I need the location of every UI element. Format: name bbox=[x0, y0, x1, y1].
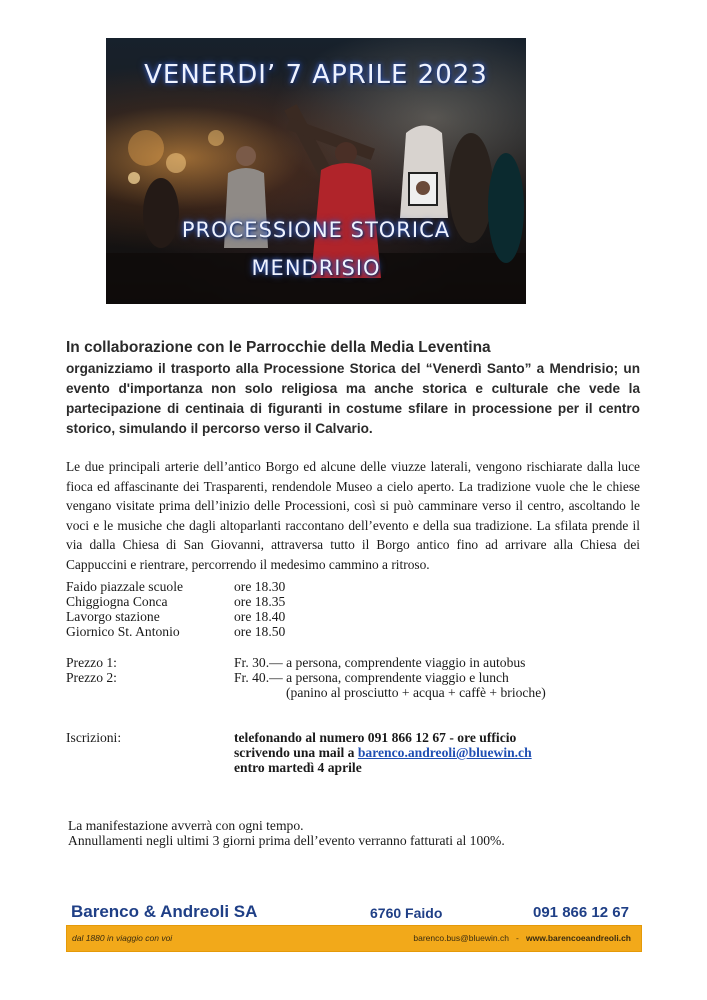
price-note: (panino al prosciutto + acqua + caffè + brioche) bbox=[286, 685, 546, 700]
registration-email-prefix: scrivendo una mail a bbox=[234, 745, 358, 760]
schedule-place: Lavorgo stazione bbox=[66, 609, 160, 624]
footer-phone: 091 866 12 67 bbox=[533, 904, 629, 921]
schedule-time: ore 18.50 bbox=[234, 624, 286, 639]
footer-bar bbox=[66, 925, 642, 952]
footer-separator: - bbox=[516, 933, 519, 943]
hero-subtitle-line2: MENDRISIO bbox=[251, 256, 381, 280]
schedule-time: ore 18.40 bbox=[234, 609, 286, 624]
cancellation-note: Annullamenti negli ultimi 3 giorni prima dell’evento verranno fatturati al 100%. bbox=[68, 833, 505, 848]
schedule-place: Giornico St. Antonio bbox=[66, 624, 180, 639]
price-value: Fr. 40.— a persona, comprendente viaggio e lunch bbox=[234, 670, 509, 685]
price-value: Fr. 30.— a persona, comprendente viaggio in autobus bbox=[234, 655, 526, 670]
registration-phone-line: telefonando al numero 091 866 12 67 - ore ufficio bbox=[234, 730, 517, 745]
registration-deadline: entro martedì 4 aprile bbox=[234, 760, 362, 775]
schedule-place: Faido piazzale scuole bbox=[66, 579, 184, 594]
registration-email-link[interactable]: barenco.andreoli@bluewin.ch bbox=[357, 745, 532, 760]
footer-contacts bbox=[413, 933, 631, 943]
hero-photo bbox=[106, 38, 526, 304]
intro-heading: In collaborazione con le Parrocchie della Media Leventina bbox=[66, 339, 491, 356]
footer-slogan: dal 1880 in viaggio con voi bbox=[72, 933, 173, 943]
weather-note: La manifestazione avverrà con ogni tempo. bbox=[68, 818, 304, 833]
schedule-place: Chiggiogna Conca bbox=[66, 594, 168, 609]
registration-label: Iscrizioni: bbox=[66, 730, 122, 745]
description-paragraph: Le due principali arterie dell’antico Borgo ed alcune delle viuzze laterali, vengono rischiarate dalla luce fioca ed affascinante dei Trasparenti, rendendole Museo a cielo aperto. La tradizione vuole che le chiese vengano visitate prima dell’inizio delle Processioni, così si può camminare verso il centro, ascoltando le voci e le musiche che dagli altoparlanti raccontano dell’evento e della sua tradizione. La sfilata prende il via dalla Chiesa di San Giovanni, attraversa tutto il Borgo antico fino ad arrivare alla Chiesa dei Cappuccini e rientrare, percorrendo il medesimo cammino a ritroso. bbox=[66, 459, 640, 572]
footer-city: 6760 Faido bbox=[370, 905, 443, 921]
hero-subtitle-line1: PROCESSIONE STORICA bbox=[181, 218, 451, 242]
intro-section bbox=[66, 339, 640, 439]
price-label: Prezzo 2: bbox=[66, 670, 117, 685]
registration-email-line bbox=[234, 745, 532, 761]
intro-text: organizziamo il trasporto alla Processione Storica del “Venerdì Santo” a Mendrisio; un evento d'importanza non solo religiosa ma anche storica e culturale che vede la partecipazione di centinaia di figuranti in costume sfilare in processione per il centro storico, simulando il percorso verso il Calvario. bbox=[66, 361, 640, 436]
footer-email[interactable]: barenco.bus@bluewin.ch bbox=[413, 933, 509, 943]
footer-website[interactable]: www.barencoeandreoli.ch bbox=[525, 933, 631, 943]
hero-title: VENERDI’ 7 APRILE 2023 bbox=[144, 60, 488, 90]
schedule-time: ore 18.35 bbox=[234, 594, 286, 609]
price-label: Prezzo 1: bbox=[66, 655, 117, 670]
footer-company-name: Barenco & Andreoli SA bbox=[71, 902, 258, 921]
schedule-time: ore 18.30 bbox=[234, 579, 286, 594]
